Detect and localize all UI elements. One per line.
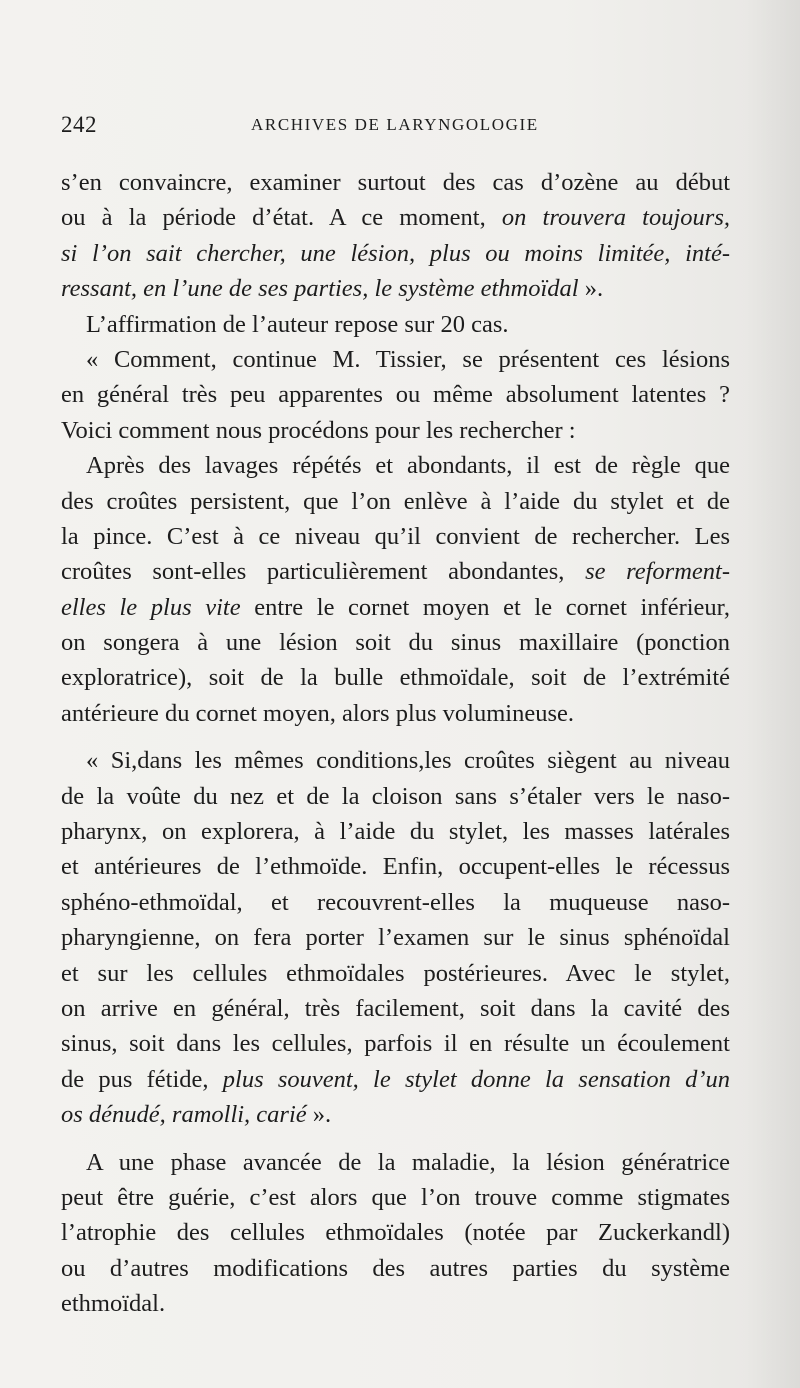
text-line	[61, 1062, 730, 1097]
text-segment: ou d’autres modifications des autres parties du système	[61, 1254, 730, 1282]
text-line	[61, 236, 730, 271]
text-line	[61, 342, 730, 377]
text-segment: des croûtes persistent, que l’on enlève à l’aide du stylet et de	[61, 487, 730, 515]
text-line	[61, 1251, 730, 1286]
text-line	[61, 554, 730, 589]
text-segment: et antérieures de l’ethmoïde. Enfin, occupent-elles le récessus	[61, 853, 730, 881]
text-line	[61, 448, 730, 483]
page-edge-shadow	[745, 0, 800, 1388]
text-line	[61, 660, 730, 695]
text-segment: peut être guérie, c’est alors que l’on trouve comme stigmates	[61, 1183, 730, 1211]
text-segment: ».	[578, 275, 604, 303]
text-line	[61, 743, 730, 778]
text-line	[61, 271, 730, 306]
text-segment: on arrive en général, très facilement, soit dans la cavité des	[61, 994, 730, 1022]
text-line	[61, 991, 730, 1026]
text-segment: pharyngienne, on fera porter l’examen sur le sinus sphénoïdal	[61, 924, 730, 952]
italic-text: os dénudé, ramolli, carié	[61, 1101, 307, 1129]
text-segment: entre le cornet moyen et le cornet inférieur,	[240, 593, 730, 621]
text-line	[61, 696, 730, 731]
page-header	[61, 112, 727, 142]
paragraph	[61, 342, 730, 448]
text-line	[61, 814, 730, 849]
text-segment: ethmoïdal.	[61, 1290, 166, 1318]
text-line	[61, 1180, 730, 1215]
text-segment: croûtes sont-elles particulièrement abondantes,	[61, 558, 586, 586]
italic-text: plus souvent, le stylet donne la sensation d’un	[222, 1065, 730, 1093]
text-line	[61, 590, 730, 625]
text-segment: s’en convaincre, examiner surtout des cas d’ozène au début	[61, 169, 730, 196]
text-segment: sinus, soit dans les cellules, parfois il en résulte un écoulement	[61, 1030, 730, 1058]
text-line	[61, 307, 730, 342]
text-line	[61, 1097, 730, 1132]
paragraph	[61, 1145, 730, 1322]
text-segment: de pus fétide,	[61, 1065, 223, 1093]
italic-text: ressant, en l’une de ses parties, le système ethmoïdal	[61, 275, 579, 303]
text-segment: « Si,dans les mêmes conditions,les croûtes siègent au niveau	[86, 747, 730, 775]
text-line	[61, 1145, 730, 1180]
text-segment: la pince. C’est à ce niveau qu’il convient de rechercher. Les	[61, 522, 730, 550]
text-line	[61, 519, 730, 554]
text-line	[61, 484, 730, 519]
text-line	[61, 885, 730, 920]
text-line	[61, 165, 730, 200]
text-line	[61, 956, 730, 991]
text-segment: sphéno-ethmoïdal, et recouvrent-elles la muqueuse naso-	[61, 888, 730, 916]
paragraph	[61, 307, 730, 342]
italic-text: on trouvera toujours,	[501, 204, 730, 232]
text-segment: de la voûte du nez et de la cloison sans s’étaler vers le naso-	[61, 782, 730, 810]
text-segment: A une phase avancée de la maladie, la lésion génératrice	[86, 1148, 730, 1176]
italic-text: se reforment-	[585, 558, 730, 586]
text-line	[61, 849, 730, 884]
text-line	[61, 200, 730, 235]
text-segment: et sur les cellules ethmoïdales postérieures. Avec le stylet,	[61, 959, 730, 987]
text-segment: ou à la période d’état. A ce moment,	[61, 204, 502, 232]
text-segment: l’atrophie des cellules ethmoïdales (notée par Zuckerkandl)	[61, 1219, 730, 1247]
paragraph	[61, 743, 730, 1132]
text-segment: en général très peu apparentes ou même absolument latentes ?	[61, 381, 730, 409]
text-line	[61, 1286, 730, 1321]
text-segment: Voici comment nous procédons pour les rechercher :	[61, 416, 576, 444]
text-line	[61, 920, 730, 955]
text-line	[61, 377, 730, 412]
page-number: 242	[61, 112, 97, 137]
text-segment: « Comment, continue M. Tissier, se présentent ces lésions	[86, 345, 730, 373]
paragraph	[61, 448, 730, 731]
text-line	[61, 779, 730, 814]
text-segment: antérieure du cornet moyen, alors plus volumineuse.	[61, 699, 574, 727]
text-line	[61, 1026, 730, 1061]
text-line	[61, 625, 730, 660]
text-segment: L’affirmation de l’auteur repose sur 20 cas.	[86, 310, 509, 338]
text-line	[61, 413, 730, 448]
italic-text: elles le plus vite	[61, 593, 241, 621]
text-segment: exploratrice), soit de la bulle ethmoïdale, soit de l’extrémité	[61, 664, 730, 692]
body-text	[61, 165, 730, 1322]
text-segment: Après des lavages répétés et abondants, il est de règle que	[86, 452, 730, 480]
text-segment: ».	[306, 1101, 332, 1129]
text-segment: on songera à une lésion soit du sinus maxillaire (ponction	[61, 629, 730, 657]
running-title: ARCHIVES DE LARYNGOLOGIE	[251, 115, 539, 134]
text-line	[61, 1215, 730, 1250]
text-segment: pharynx, on explorera, à l’aide du stylet, les masses latérales	[61, 818, 730, 846]
paragraph	[61, 165, 730, 307]
italic-text: si l’on sait chercher, une lésion, plus ou moins limitée, inté-	[61, 239, 730, 267]
